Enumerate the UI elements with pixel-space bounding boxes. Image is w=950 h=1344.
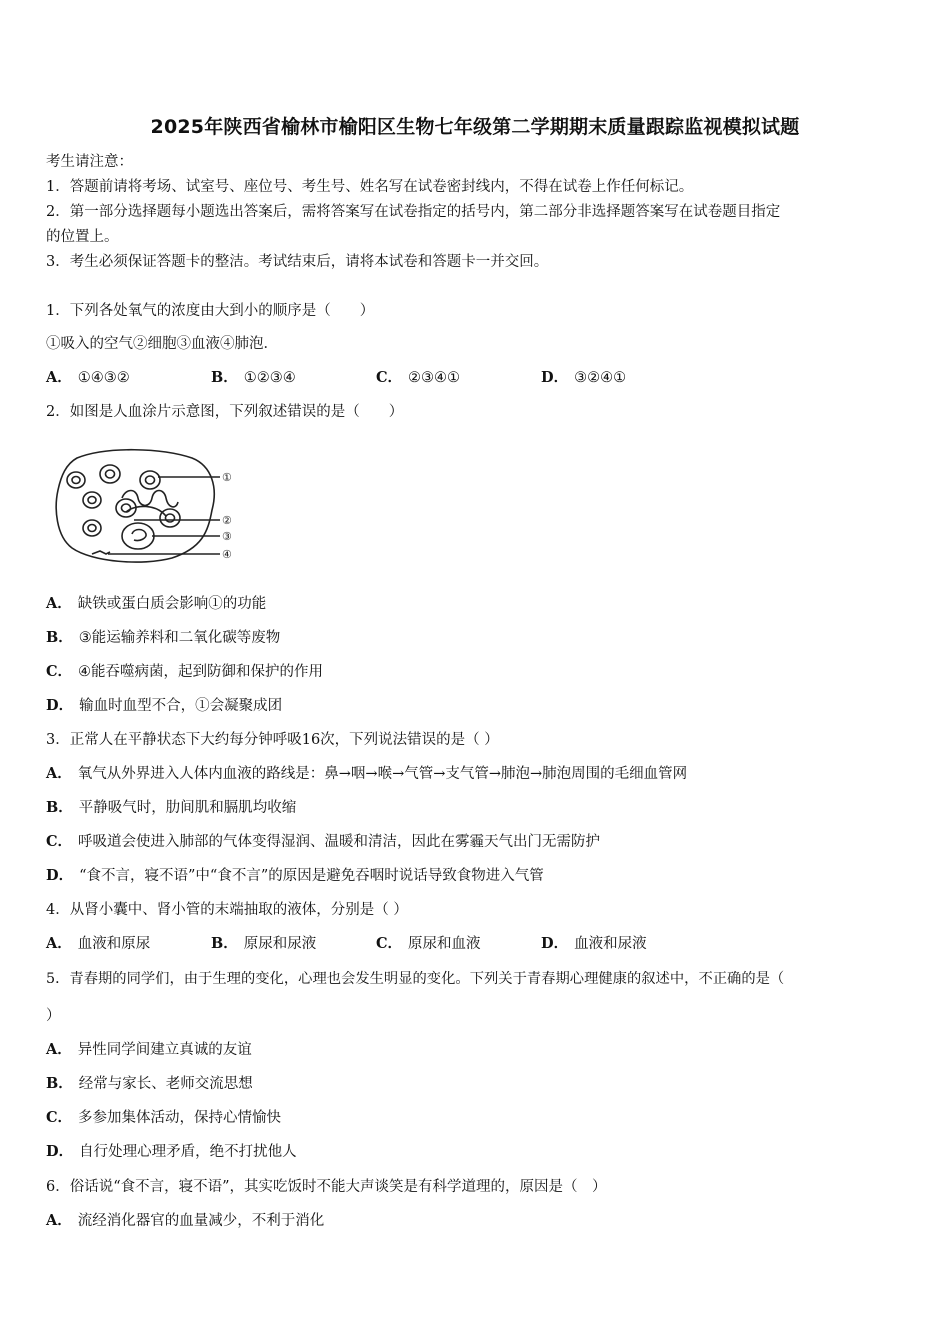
red-blood-cell-center: [88, 497, 96, 504]
figure-label-3: ③: [222, 530, 232, 543]
red-blood-cell: [83, 492, 101, 508]
option-b: B． ③能运输养料和二氧化碳等废物: [46, 629, 281, 646]
question-stem: 2．如图是人血涂片示意图，下列叙述错误的是（ ）: [46, 404, 404, 420]
red-blood-cell-center: [88, 525, 96, 532]
option-b: B． 经常与家长、老师交流思想: [46, 1075, 253, 1092]
red-blood-cell-center: [122, 504, 131, 512]
notice-item: 1．答题前请将考场、试室号、座位号、考生号、姓名写在试卷密封线内，不得在试卷上作任何标记。: [46, 179, 694, 195]
notice-heading: 考生请注意：: [46, 154, 133, 170]
question-stem: 1．下列各处氧气的浓度由大到小的顺序是（ ）: [46, 303, 375, 319]
option-c: C． ④能吞噬病菌，起到防御和保护的作用: [46, 663, 324, 680]
option-d: D． ③②④①: [541, 369, 627, 386]
question-stem: 6．俗话说“食不言，寝不语”，其实吃饭时不能大声谈笑是有科学道理的，原因是（ ）: [46, 1179, 607, 1195]
question-sub: ①吸入的空气②细胞③血液④肺泡．: [46, 336, 278, 352]
white-blood-cell-nucleus: [132, 530, 146, 541]
option-c: C． 呼吸道会使进入肺部的气体变得湿润、温暖和清洁，因此在雾霾天气出门无需防护: [46, 833, 601, 850]
option-a: A． 缺铁或蛋白质会影响①的功能: [46, 595, 267, 612]
option-row: [46, 934, 647, 954]
page-title: 2025年陕西省榆林市榆阳区生物七年级第二学期期末质量跟踪监视模拟试题: [150, 116, 800, 138]
platelet: [92, 551, 110, 554]
option-b: B． ①②③④: [211, 369, 296, 386]
option-a: A． 血液和原尿: [46, 935, 151, 952]
option-c: C． ②③④①: [376, 369, 461, 386]
red-blood-cell-center: [72, 477, 80, 484]
option-d: D． 血液和尿液: [541, 935, 647, 952]
red-blood-cell: [67, 472, 85, 488]
option-b: B． 原尿和尿液: [211, 935, 317, 952]
figure-label-4: ④: [222, 548, 232, 561]
figure-label-1: ①: [222, 471, 232, 484]
notice-item: 的位置上。: [46, 229, 119, 245]
red-blood-cell: [160, 509, 180, 527]
option-a: A． 异性同学间建立真诚的友谊: [46, 1041, 252, 1058]
red-blood-cell: [140, 471, 160, 489]
red-blood-cell-center: [106, 470, 115, 478]
option-b: B． 平静吸气时，肋间肌和膈肌均收缩: [46, 799, 297, 816]
question-stem: 4．从肾小囊中、肾小管的末端抽取的液体，分别是（ ）: [46, 902, 408, 918]
option-a: A． 流经消化器官的血量减少，不利于消化: [46, 1212, 325, 1229]
red-blood-cell: [83, 520, 101, 536]
question-stem-continued: ）: [46, 1008, 61, 1024]
option-d: D． 输血时血型不合，①会凝聚成团: [46, 697, 283, 714]
option-a: A． 氧气从外界进入人体内血液的路线是：鼻→咽→喉→气管→支气管→肺泡→肺泡周围的毛细血管网: [46, 765, 688, 782]
option-c: C． 原尿和血液: [376, 935, 481, 952]
red-blood-cell: [100, 465, 120, 483]
white-blood-cell: [122, 491, 178, 507]
question-stem: 5．青春期的同学们，由于生理的变化，心理也会发生明显的变化。下列关于青春期心理健康的叙述中，不正确的是（: [46, 971, 785, 987]
option-d: D． “食不言，寝不语”中“食不言”的原因是避免吞咽时说话导致食物进入气管: [46, 867, 544, 884]
figure-label-2: ②: [222, 514, 232, 527]
option-row: [46, 368, 626, 388]
notice-item: 3．考生必须保证答题卡的整洁。考试结束后，请将本试卷和答题卡一并交回。: [46, 254, 549, 270]
option-d: D． 自行处理心理矛盾，绝不打扰他人: [46, 1143, 297, 1160]
option-c: C． 多参加集体活动，保持心情愉快: [46, 1109, 282, 1126]
red-blood-cell-center: [146, 476, 155, 484]
option-a: A． ①④③②: [46, 369, 130, 386]
notice-item: 2．第一部分选择题每小题选出答案后，需将答案写在试卷指定的括号内，第二部分非选择题答案写在试卷题目指定: [46, 204, 781, 220]
white-blood-cell: [122, 523, 154, 549]
question-stem: 3．正常人在平静状态下大约每分钟呼吸16次，下列说法错误的是（ ）: [46, 732, 499, 748]
blood-smear-figure: [52, 448, 252, 568]
